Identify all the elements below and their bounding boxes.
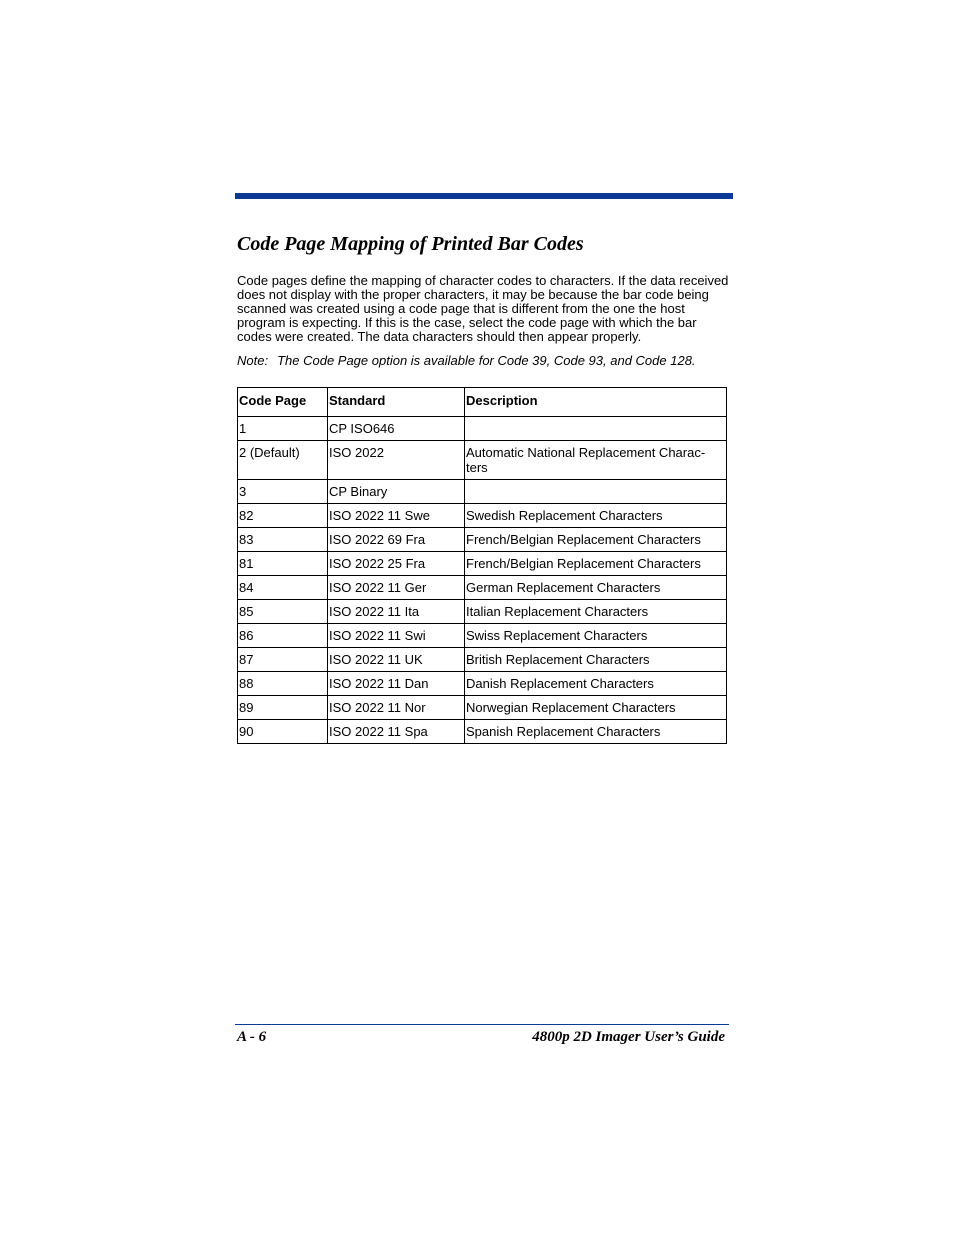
table-row bbox=[238, 480, 727, 504]
cell-code-page: 1 bbox=[238, 417, 328, 441]
cell-description: Swedish Replacement Characters bbox=[465, 504, 727, 528]
cell-description: Automatic National Replacement Charac-ters bbox=[465, 441, 727, 480]
cell-description bbox=[465, 417, 727, 441]
cell-standard: ISO 2022 11 Nor bbox=[328, 696, 465, 720]
header-code-page: Code Page bbox=[238, 388, 328, 417]
cell-code-page: 85 bbox=[238, 600, 328, 624]
cell-standard: ISO 2022 11 Swe bbox=[328, 504, 465, 528]
cell-code-page: 2 (Default) bbox=[238, 441, 328, 480]
cell-code-page: 88 bbox=[238, 672, 328, 696]
table-row bbox=[238, 441, 727, 480]
cell-code-page: 84 bbox=[238, 576, 328, 600]
cell-description: German Replacement Characters bbox=[465, 576, 727, 600]
table-row bbox=[238, 417, 727, 441]
cell-code-page: 83 bbox=[238, 528, 328, 552]
cell-code-page: 87 bbox=[238, 648, 328, 672]
table-row bbox=[238, 720, 727, 744]
cell-standard: ISO 2022 11 Swi bbox=[328, 624, 465, 648]
header-standard: Standard bbox=[328, 388, 465, 417]
table-row bbox=[238, 504, 727, 528]
footer-rule bbox=[235, 1024, 729, 1025]
cell-code-page: 90 bbox=[238, 720, 328, 744]
table-row bbox=[238, 528, 727, 552]
page-title: Code Page Mapping of Printed Bar Codes bbox=[237, 233, 584, 255]
table-row bbox=[238, 576, 727, 600]
cell-code-page: 81 bbox=[238, 552, 328, 576]
cell-description: Danish Replacement Characters bbox=[465, 672, 727, 696]
page-number: A - 6 bbox=[237, 1029, 267, 1045]
table-row bbox=[238, 648, 727, 672]
cell-description: French/Belgian Replacement Characters bbox=[465, 552, 727, 576]
cell-standard: ISO 2022 11 Ita bbox=[328, 600, 465, 624]
cell-description: Norwegian Replacement Characters bbox=[465, 696, 727, 720]
cell-description bbox=[465, 480, 727, 504]
header-description: Description bbox=[465, 388, 727, 417]
cell-code-page: 3 bbox=[238, 480, 328, 504]
note-label: Note: bbox=[237, 353, 269, 368]
table-row bbox=[238, 552, 727, 576]
table-row bbox=[238, 624, 727, 648]
cell-standard: ISO 2022 69 Fra bbox=[328, 528, 465, 552]
cell-code-page: 82 bbox=[238, 504, 328, 528]
code-page-table bbox=[237, 387, 727, 744]
cell-description: Swiss Replacement Characters bbox=[465, 624, 727, 648]
cell-description: Spanish Replacement Characters bbox=[465, 720, 727, 744]
cell-standard: ISO 2022 11 Spa bbox=[328, 720, 465, 744]
table-row bbox=[238, 600, 727, 624]
cell-description: French/Belgian Replacement Characters bbox=[465, 528, 727, 552]
note-text: The Code Page option is available for Code 39, Code 93, and Code 128. bbox=[277, 353, 696, 368]
cell-standard: ISO 2022 11 Ger bbox=[328, 576, 465, 600]
cell-code-page: 89 bbox=[238, 696, 328, 720]
guide-title: 4800p 2D Imager User’s Guide bbox=[532, 1029, 725, 1045]
cell-standard: CP Binary bbox=[328, 480, 465, 504]
cell-description: Italian Replacement Characters bbox=[465, 600, 727, 624]
cell-standard: ISO 2022 11 UK bbox=[328, 648, 465, 672]
cell-standard: ISO 2022 bbox=[328, 441, 465, 480]
cell-standard: ISO 2022 11 Dan bbox=[328, 672, 465, 696]
table-header-row bbox=[238, 388, 727, 417]
cell-standard: CP ISO646 bbox=[328, 417, 465, 441]
cell-standard: ISO 2022 25 Fra bbox=[328, 552, 465, 576]
intro-paragraph: Code pages define the mapping of character codes to characters. If the data received does not display with the proper characters, it may be because the bar code being scanned was created using a code page that is different from the one the host program is expecting. If this is the case, select the code page with which the bar codes were created. The data characters should then appear properly. bbox=[237, 273, 729, 344]
cell-description: British Replacement Characters bbox=[465, 648, 727, 672]
top-rule bbox=[235, 193, 733, 199]
table-row bbox=[238, 696, 727, 720]
note bbox=[237, 353, 737, 369]
table-row bbox=[238, 672, 727, 696]
cell-code-page: 86 bbox=[238, 624, 328, 648]
